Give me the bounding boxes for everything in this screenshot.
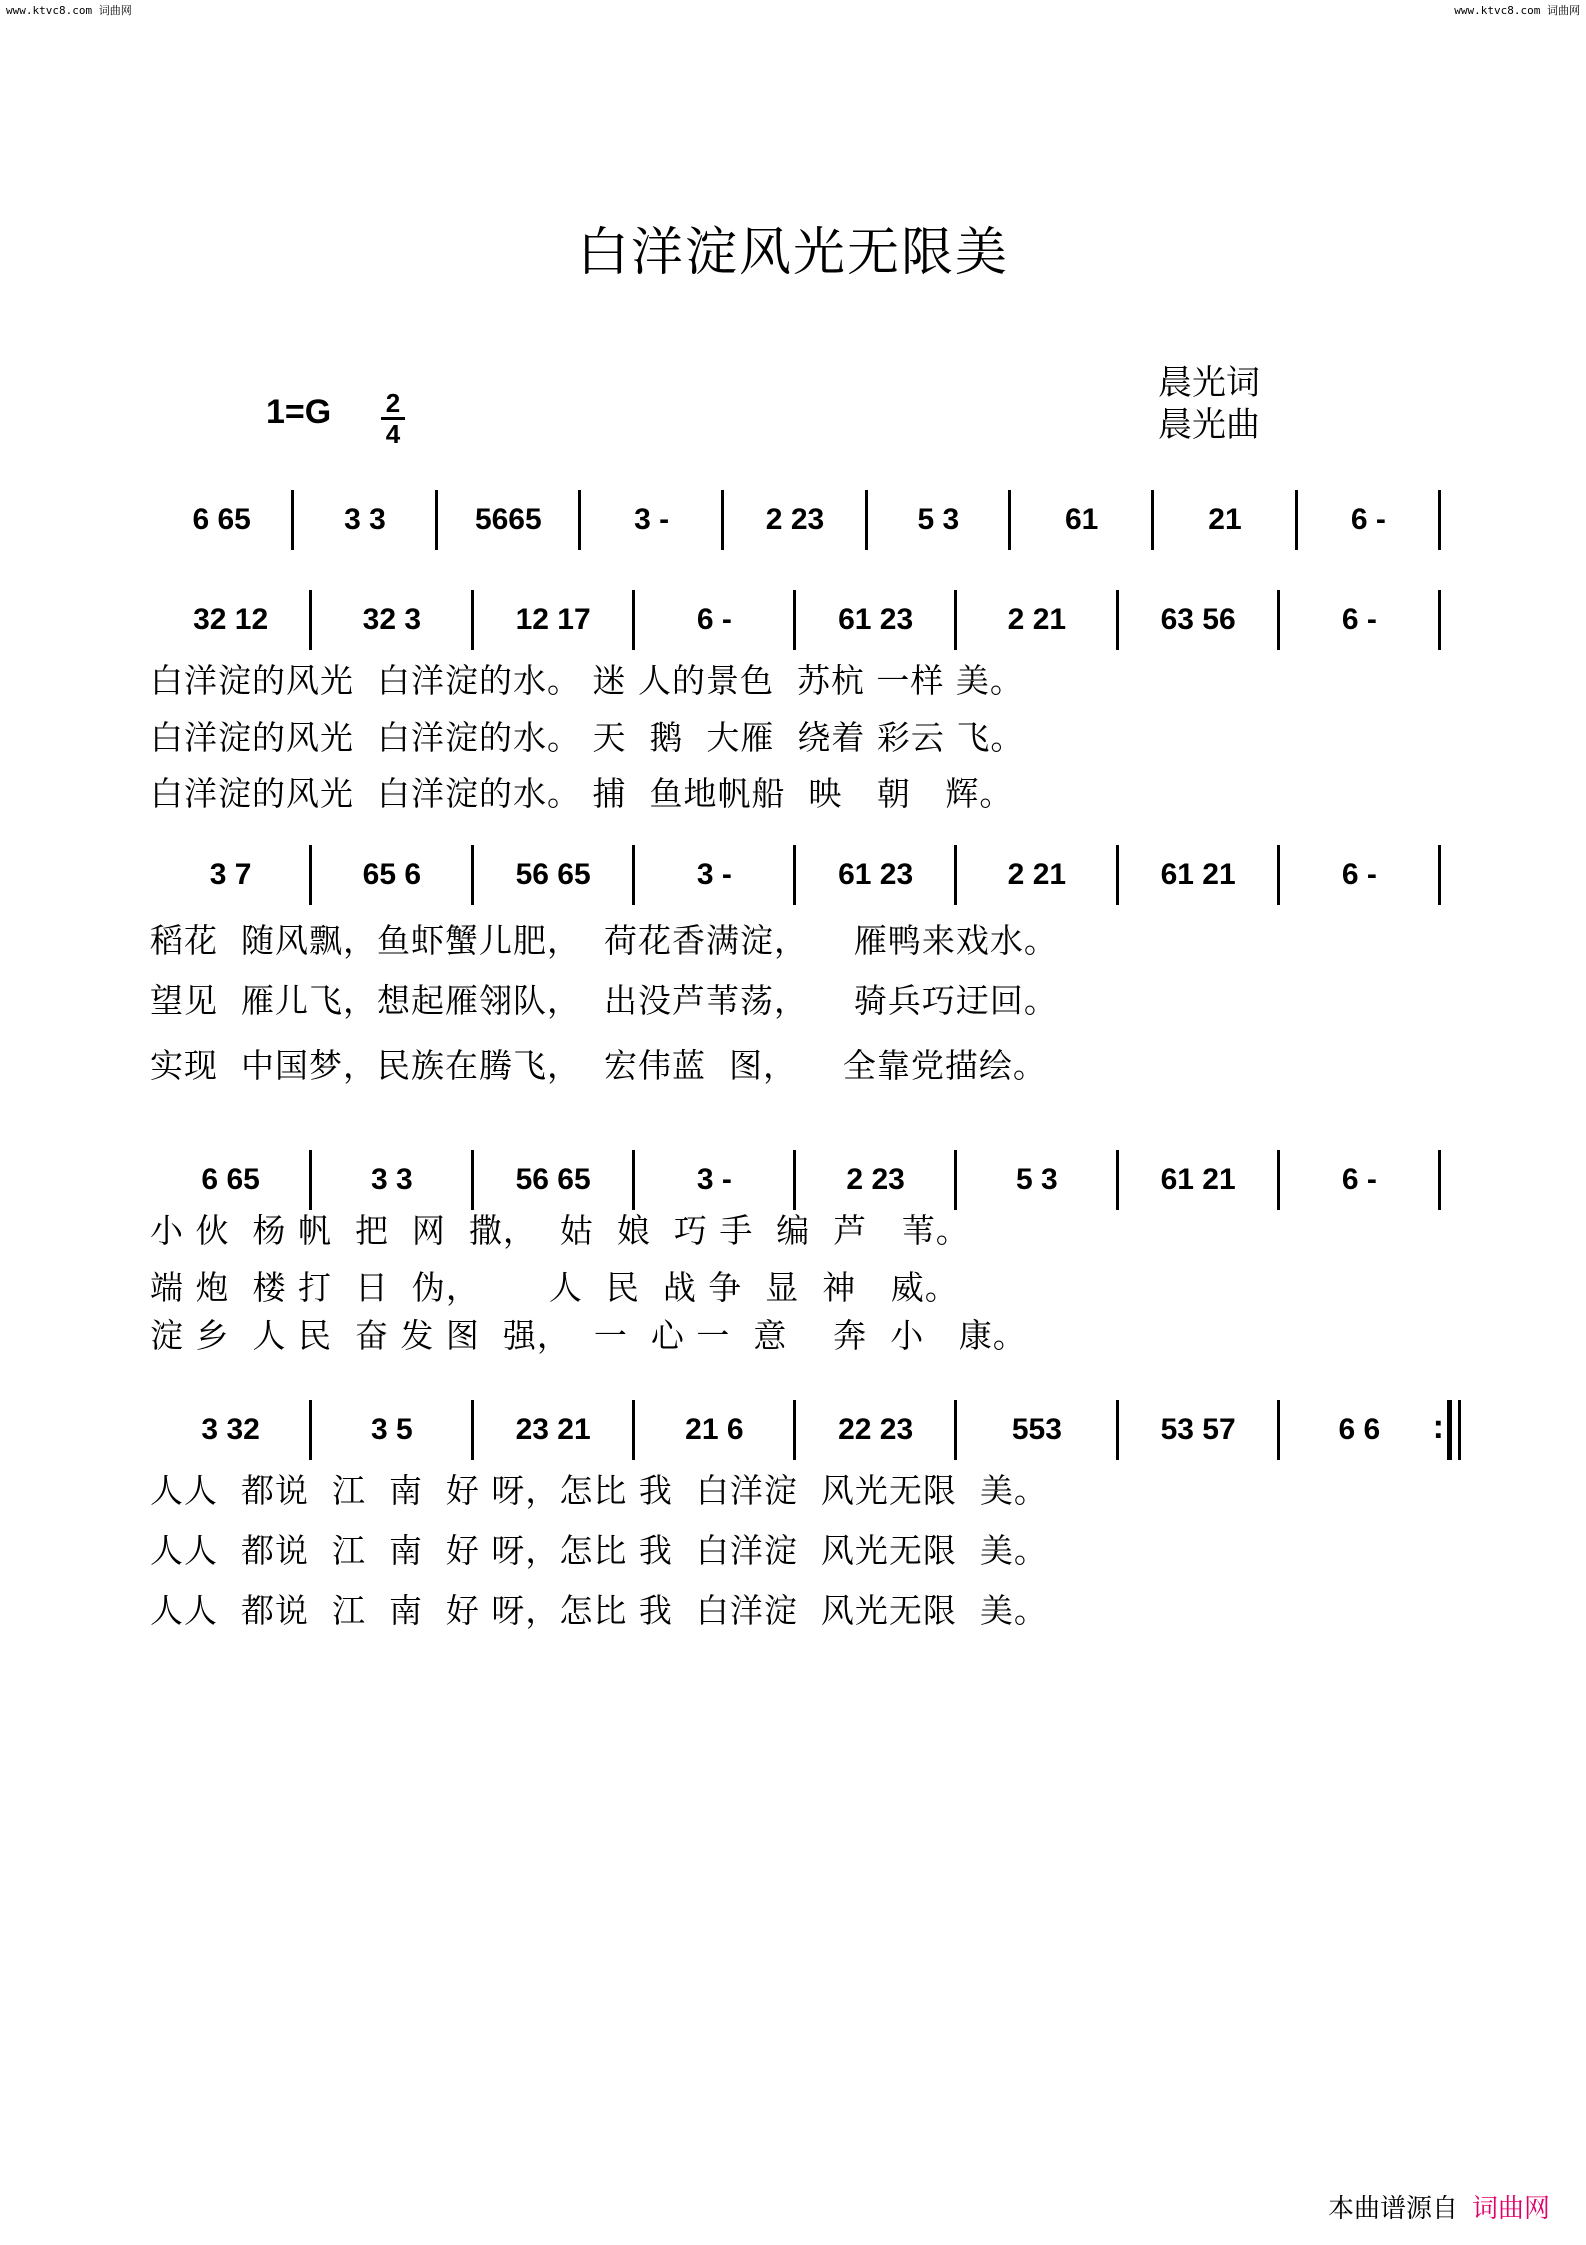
measure: 61 21 [1160, 858, 1236, 891]
measure: 2 21 [1007, 858, 1067, 891]
composer-credit: 晨光曲 [1158, 405, 1260, 445]
footer-brand: 词曲网 [1471, 2194, 1550, 2224]
measure: 53 57 [1160, 1413, 1236, 1446]
measure: 6 65 [201, 1163, 260, 1196]
measure: 2 23 [846, 1163, 905, 1196]
measure: 5665 [474, 503, 542, 536]
lyric-line: 人人 都说 江 南 好 呀，怎比 我 白洋淀 风光无限 美。 [150, 1471, 1048, 1510]
measure: 61 23 [838, 858, 914, 891]
measure: 6 6 [1338, 1413, 1381, 1446]
measure: 23 21 [515, 1413, 591, 1446]
time-denominator: 4 [385, 419, 401, 449]
lyric-line: 人人 都说 江 南 好 呀，怎比 我 白洋淀 风光无限 美。 [150, 1531, 1048, 1570]
barline-end [1438, 1150, 1441, 1210]
time-numerator: 2 [385, 388, 401, 418]
measure: 61 23 [838, 603, 914, 636]
measure: 553 [1011, 1413, 1062, 1446]
lyric-line: 望见 雁儿飞，想起雁翎队， 出没芦苇荡， 骑兵巧迂回。 [150, 981, 1058, 1020]
measure: 6 - [1350, 503, 1386, 536]
lyric-line: 白洋淀的风光 白洋淀的水。 天 鹅 大雁 绕着 彩云 飞。 [150, 718, 1025, 757]
measure: 3 3 [344, 503, 386, 536]
staff-line [150, 580, 1440, 660]
measure: 61 [1064, 503, 1099, 536]
measure: 6 - [1341, 1163, 1377, 1196]
measure: 2 23 [765, 503, 825, 536]
measure: 3 3 [371, 1163, 413, 1196]
end-repeat-barline [1434, 1400, 1461, 1460]
key-signature: 1=G [266, 393, 332, 431]
lyric-line: 端 炮 楼 打 日 伪， 人 民 战 争 显 神 威。 [150, 1268, 959, 1307]
measure: 6 - [1341, 603, 1377, 636]
measure: 61 21 [1160, 1163, 1236, 1196]
measure: 63 56 [1160, 603, 1236, 636]
song-title: 白洋淀风光无限美 [576, 223, 1009, 283]
lyric-line: 白洋淀的风光 白洋淀的水。 迷 人的景色 苏杭 一样 美。 [150, 661, 1024, 700]
staff-line [150, 835, 1440, 915]
measure: 22 23 [838, 1413, 914, 1446]
barline-end [1438, 490, 1441, 550]
lyric-line: 稻花 随风飘，鱼虾蟹儿肥， 荷花香满淀， 雁鸭来戏水。 [150, 921, 1058, 960]
lyricist-credit: 晨光词 [1158, 363, 1260, 403]
lyric-line: 人人 都说 江 南 好 呀，怎比 我 白洋淀 风光无限 美。 [150, 1591, 1048, 1630]
measure: 6 - [1341, 858, 1377, 891]
lyric-line: 实现 中国梦，民族在腾飞， 宏伟蓝 图， 全靠党描绘。 [150, 1046, 1047, 1085]
measure: 2 21 [1007, 603, 1067, 636]
measure: 32 12 [193, 603, 269, 636]
footer-source: 本曲谱源自 [1327, 2194, 1458, 2224]
lyric-line: 淀 乡 人 民 奋 发 图 强， 一 心 一 意 奔 小 康。 [150, 1316, 1027, 1355]
lyric-line: 小 伙 杨 帆 把 网 撒， 姑 娘 巧 手 编 芦 苇。 [150, 1211, 970, 1250]
barline-end [1438, 845, 1441, 905]
barline-end [1438, 590, 1441, 650]
measure: 21 [1208, 503, 1242, 536]
time-signature [381, 390, 405, 447]
watermark-right: www.ktvc8.com 词曲网 [1454, 4, 1580, 17]
measure: 12 17 [515, 603, 591, 636]
measure: 3 5 [371, 1413, 413, 1446]
measure: 3 32 [201, 1413, 260, 1446]
footer [1328, 2188, 1550, 2225]
watermark-left: www.ktvc8.com 词曲网 [6, 4, 132, 17]
measure: 3 7 [209, 858, 252, 891]
measure: 21 6 [685, 1413, 744, 1446]
measure: 65 6 [362, 858, 422, 891]
measure: 32 3 [362, 603, 422, 636]
measure: 3 - [696, 858, 732, 891]
measure: 56 65 [515, 858, 591, 891]
measure: 56 65 [515, 1163, 591, 1196]
measure: 5 3 [917, 503, 960, 536]
measure: 3 - [696, 1163, 732, 1196]
measure: 6 65 [192, 503, 251, 536]
measure: 3 - [634, 503, 670, 536]
measure: 5 3 [1016, 1163, 1058, 1196]
credits [1158, 362, 1260, 446]
measure: 6 - [696, 603, 732, 636]
staff-line [150, 480, 1440, 560]
staff-line [150, 1390, 1440, 1470]
lyric-line: 白洋淀的风光 白洋淀的水。 捕 鱼地帆船 映 朝 辉。 [150, 774, 1014, 813]
